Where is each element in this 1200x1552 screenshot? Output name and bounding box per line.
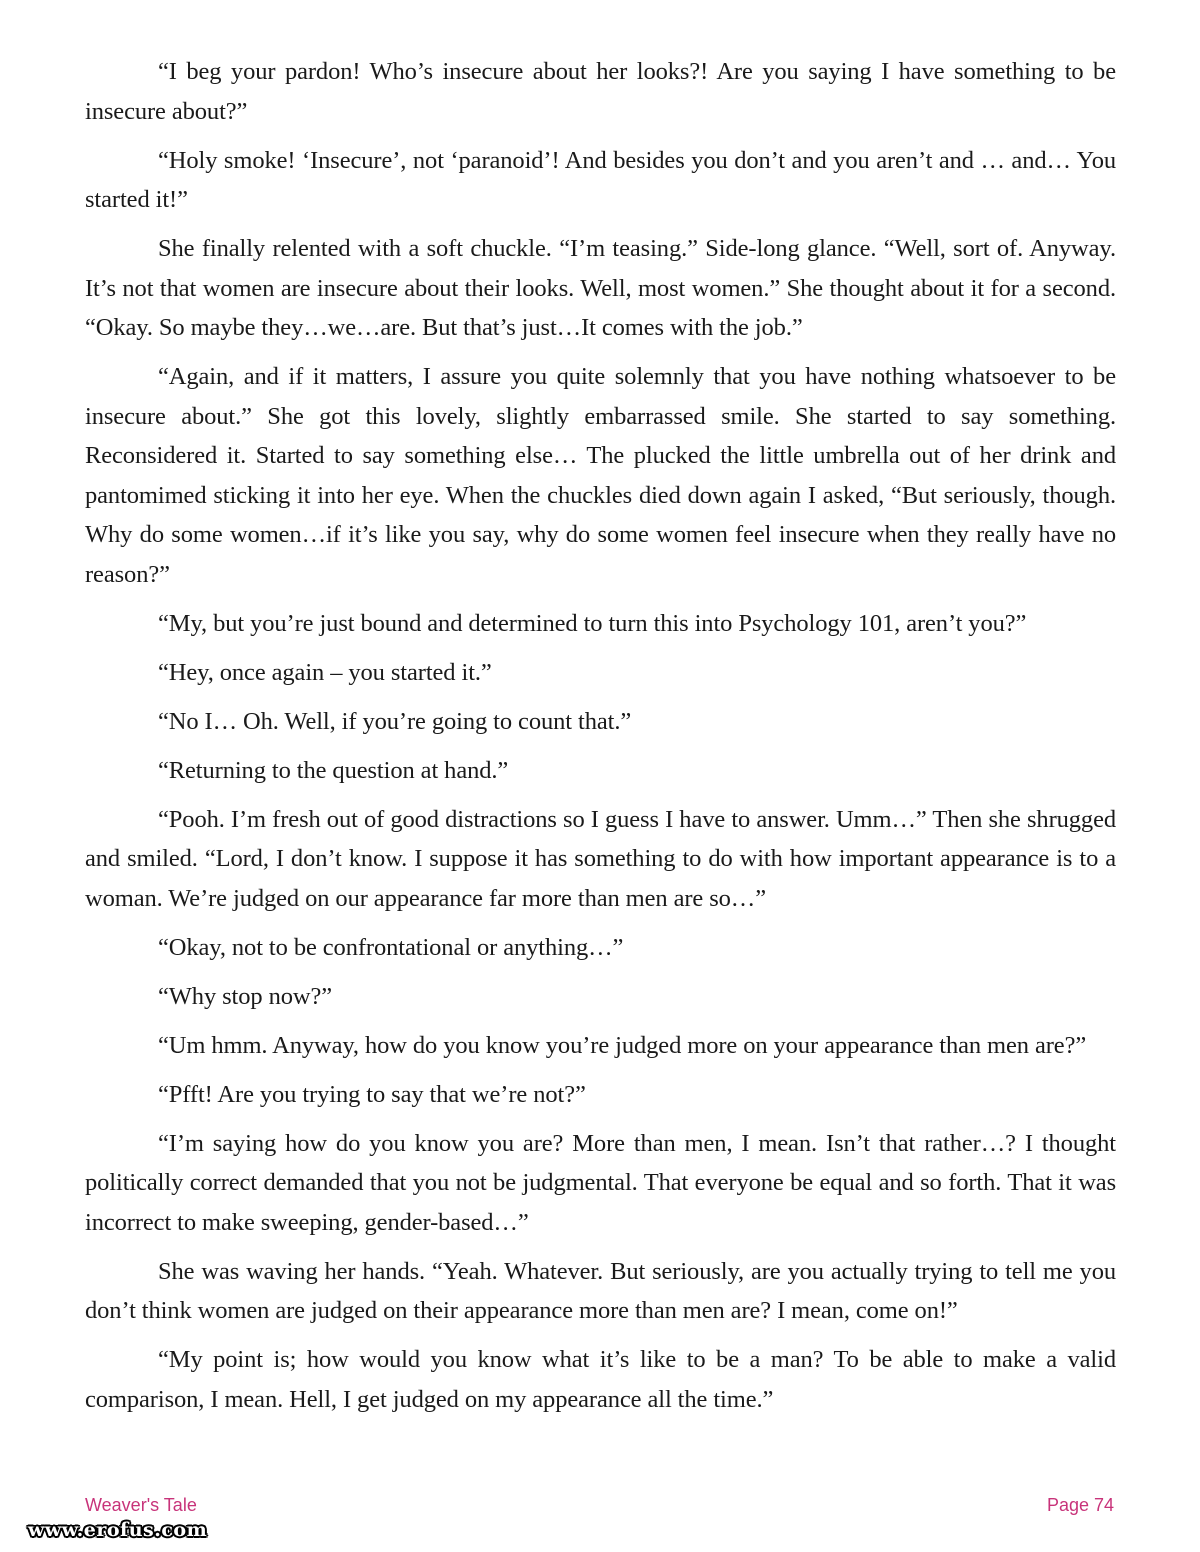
paragraph: “I beg your pardon! Who’s insecure about her looks?! Are you saying I have something to be insecure about?” [85, 58, 1116, 125]
paragraph: “Pooh. I’m fresh out of good distractions so I guess I have to answer. Umm…” Then she shrugged and smiled. “Lord, I don’t know. I suppose it has something to do with how important appearance is to a woman. We’re judged on our appearance far more than men are so…” [85, 805, 1116, 912]
footer-page-number: Page 74 [1046, 1495, 1114, 1515]
paragraph: “My, but you’re just bound and determined to turn this into Psychology 101, aren’t you?” [158, 609, 1027, 637]
paragraph: “Why stop now?” [158, 982, 333, 1010]
page-body [85, 52, 1116, 1429]
paragraph: “Pfft! Are you trying to say that we’re not?” [158, 1080, 586, 1108]
paragraph: She was waving her hands. “Yeah. Whatever. But seriously, are you actually trying to tell me you don’t think women are judged on their appearance more than men are? I mean, come on!” [85, 1257, 1116, 1324]
watermark: www.erofus.com [28, 1519, 208, 1541]
paragraph: “Holy smoke! ‘Insecure’, not ‘paranoid’! And besides you don’t and you aren’t and … and… You started it!” [85, 146, 1116, 213]
paragraph: “Okay, not to be confrontational or anything…” [158, 933, 624, 961]
paragraph: “Returning to the question at hand.” [158, 756, 509, 784]
paragraph: “My point is; how would you know what it’s like to be a man? To be able to make a valid comparison, I mean. Hell, I get judged on my appearance all the time.” [85, 1346, 1116, 1413]
paragraph: “Um hmm. Anyway, how do you know you’re judged more on your appearance than men are?” [158, 1031, 1087, 1059]
footer-book-title: Weaver's Tale [85, 1495, 197, 1515]
paragraph: “I’m saying how do you know you are? More than men, I mean. Isn’t that rather…? I thought politically correct demanded that you not be judgmental. That everyone be equal and so forth. That it was incorrect to make sweeping, gender-based…” [85, 1129, 1116, 1236]
paragraph: She finally relented with a soft chuckle. “I’m teasing.” Side-long glance. “Well, sort of. Anyway. It’s not that women are insecure about their looks. Well, most women.” She thought about it for a second. “Okay. So maybe they…we…are. But that’s just…It comes with the job.” [85, 235, 1116, 341]
paragraph: “Again, and if it matters, I assure you quite solemnly that you have nothing whatsoever to be insecure about.” She got this lovely, slightly embarrassed smile. She started to say something. Reconsidered it. Started to say something else… The plucked the little umbrella out of her drink and pantomimed sticking it into her eye. When the chuckles died down again I asked, “But seriously, though. Why do some women…if it’s like you say, why do some women feel insecure when they really have no reason?” [85, 363, 1116, 588]
paragraph: “No I… Oh. Well, if you’re going to count that.” [158, 707, 632, 735]
paragraph: “Hey, once again – you started it.” [158, 658, 492, 686]
